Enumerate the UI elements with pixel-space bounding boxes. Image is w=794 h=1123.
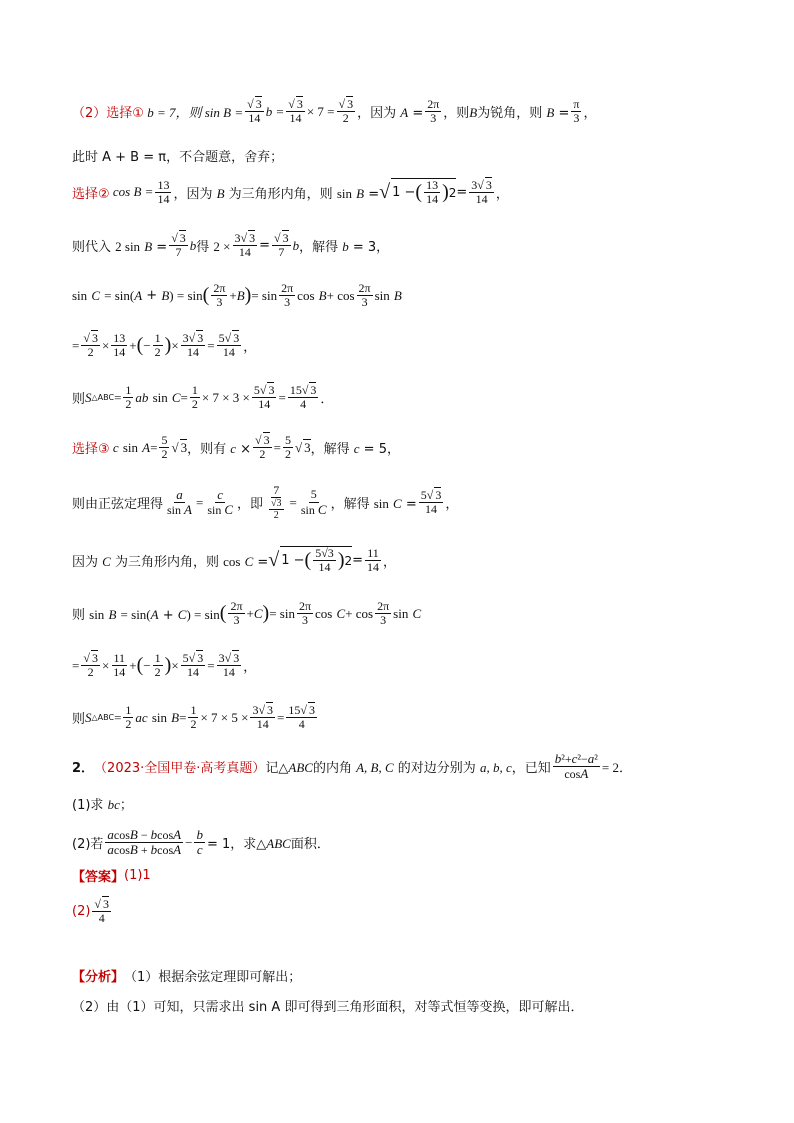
sinC-value: = $\frac{√ 3}{2}$ × $\frac{13}{14}$ + ( − $\frac{1}{2}$ ) × $\frac{3√ 3}{14}$ = $\frac{5√ 3}{14}$ ， <box>72 331 257 360</box>
analysis-line1 <box>72 966 301 985</box>
sinC-line: sin C = sin( A + B ) = sin ( $\frac{2\pi}{3}$ + B ) = sin $\frac{2\pi}{3}$ cos B + cos $\frac{2\pi}{3}$ sin B <box>72 281 402 310</box>
choice1-line: （2）选择① b = 7，则 sin B = $\frac{√ 3}{14}$ b = $\frac{√ 3}{14}$ × 7 = $\frac{√ 3}{2}$ ，因为 A = $\frac{2\pi}{3}$ ，则B为锐角，则 B = $\frac{\pi}{3}$ ， <box>72 97 597 126</box>
problem2-number: 2． <box>72 761 95 777</box>
sinB-value: = $\frac{√ 3}{2}$ × $\frac{11}{14}$ + ( − $\frac{1}{2}$ ) × $\frac{5√ 3}{14}$ = $\frac{3√ 3}{14}$ ， <box>72 651 257 680</box>
choice1-reject: 此时 A + B = π，不合题意，舍弃； <box>72 150 284 165</box>
sinB-line: 则 sin B = sin(A + C) = sin ( $\frac{2\pi}{3}$ + C ) = sin $\frac{2\pi}{3}$ cos C + cos $\frac{2\pi}{3}$ sin C <box>72 599 422 628</box>
analysis-1: （1）根据余弦定理即可解出； <box>124 970 302 985</box>
analysis-line2 <box>72 996 583 1015</box>
problem2-stem: 2． （2023·全国甲卷·高考真题） 记△ABC的内角 A, B, C 的对边分别为 a, b, c，已知 $\frac{\text{b²+c²−a²}}{\cos A}$ = 2． <box>72 751 632 782</box>
choice2-line: 选择② cos B = $\frac{13}{14}$ ，因为 B 为三角形内角，则 sin B = √ 1 − ( $\frac{13}{14}$ ) 2 = $\frac{3√ 3}{14}$ ， <box>72 177 509 207</box>
problem2-source: （2023·全国甲卷·高考真题） <box>94 761 266 777</box>
analysis-2: （2）由（1）可知，只需求出 sin A 即可得到三角形面积，对等式恒等变换，即可解出． <box>72 1000 584 1015</box>
answer-label: 【答案】 <box>72 870 125 885</box>
answer-line <box>72 866 151 885</box>
choice1-eq: b = 7，则 sin B = <box>143 105 244 121</box>
choice1-prefix: （2）选择① <box>72 106 144 122</box>
frac-sqrt3-14: $\frac{√ 3}{14}$ <box>247 97 262 126</box>
analysis-label: 【分析】 <box>72 970 125 985</box>
problem2-q1: (1)求 bc； <box>72 797 133 813</box>
law-sines-line: 则由正弦定理得 $\frac{a}{\text{sin A}}$ = $\frac{c}{\text{sin C}}$ ，即 $\frac{7}{\frac{√3}{2}}$ = $\frac{5}{\text{sin C}}$ ，解得 sin C = $\frac{5√ 3}{14}$ ， <box>72 483 459 522</box>
answer-1: (1)1 <box>124 868 151 883</box>
choice2-sub: 则代入 2 sin B = $\frac{√ 3}{7}$ b 得 2 × $\frac{3√ 3}{14}$ = $\frac{√ 3}{7}$ b ，解得 b = 3， <box>72 231 390 260</box>
problem2-q2: (2)若 $\frac{acosB - bcosA}{acosB + bcosA}$ − $\frac{b}{c}$ = 1，求△ABC面积． <box>72 827 330 858</box>
answer-2: (2) $\frac{√ 3}{4}$ <box>72 897 110 926</box>
area1-line: 则 S △ABC = $\frac{1}{2}$ ab sin C = $\frac{1}{2}$ × 7 × 3 × $\frac{5√ 3}{14}$ = $\frac{15√ 3}{4}$ ． <box>72 383 334 412</box>
area2-line: 则 S △ABC = $\frac{1}{2}$ ac sin B = $\frac{1}{2}$ × 7 × 5 × $\frac{3√ 3}{14}$ = $\frac{15√ 3}{4}$ <box>72 703 315 732</box>
choice3-line: 选择③ c sin A = $\frac{5}{2}$ √ 3 ，则有 c × $\frac{√ 3}{2}$ = $\frac{5}{2}$ √ 3 ，解得 c = 5， <box>72 433 400 462</box>
cosC-line: 因为 C 为三角形内角，则 cos C = √ 1 − ( $\frac{5√3}{14}$ ) 2 = $\frac{11}{14}$ ， <box>72 545 397 575</box>
